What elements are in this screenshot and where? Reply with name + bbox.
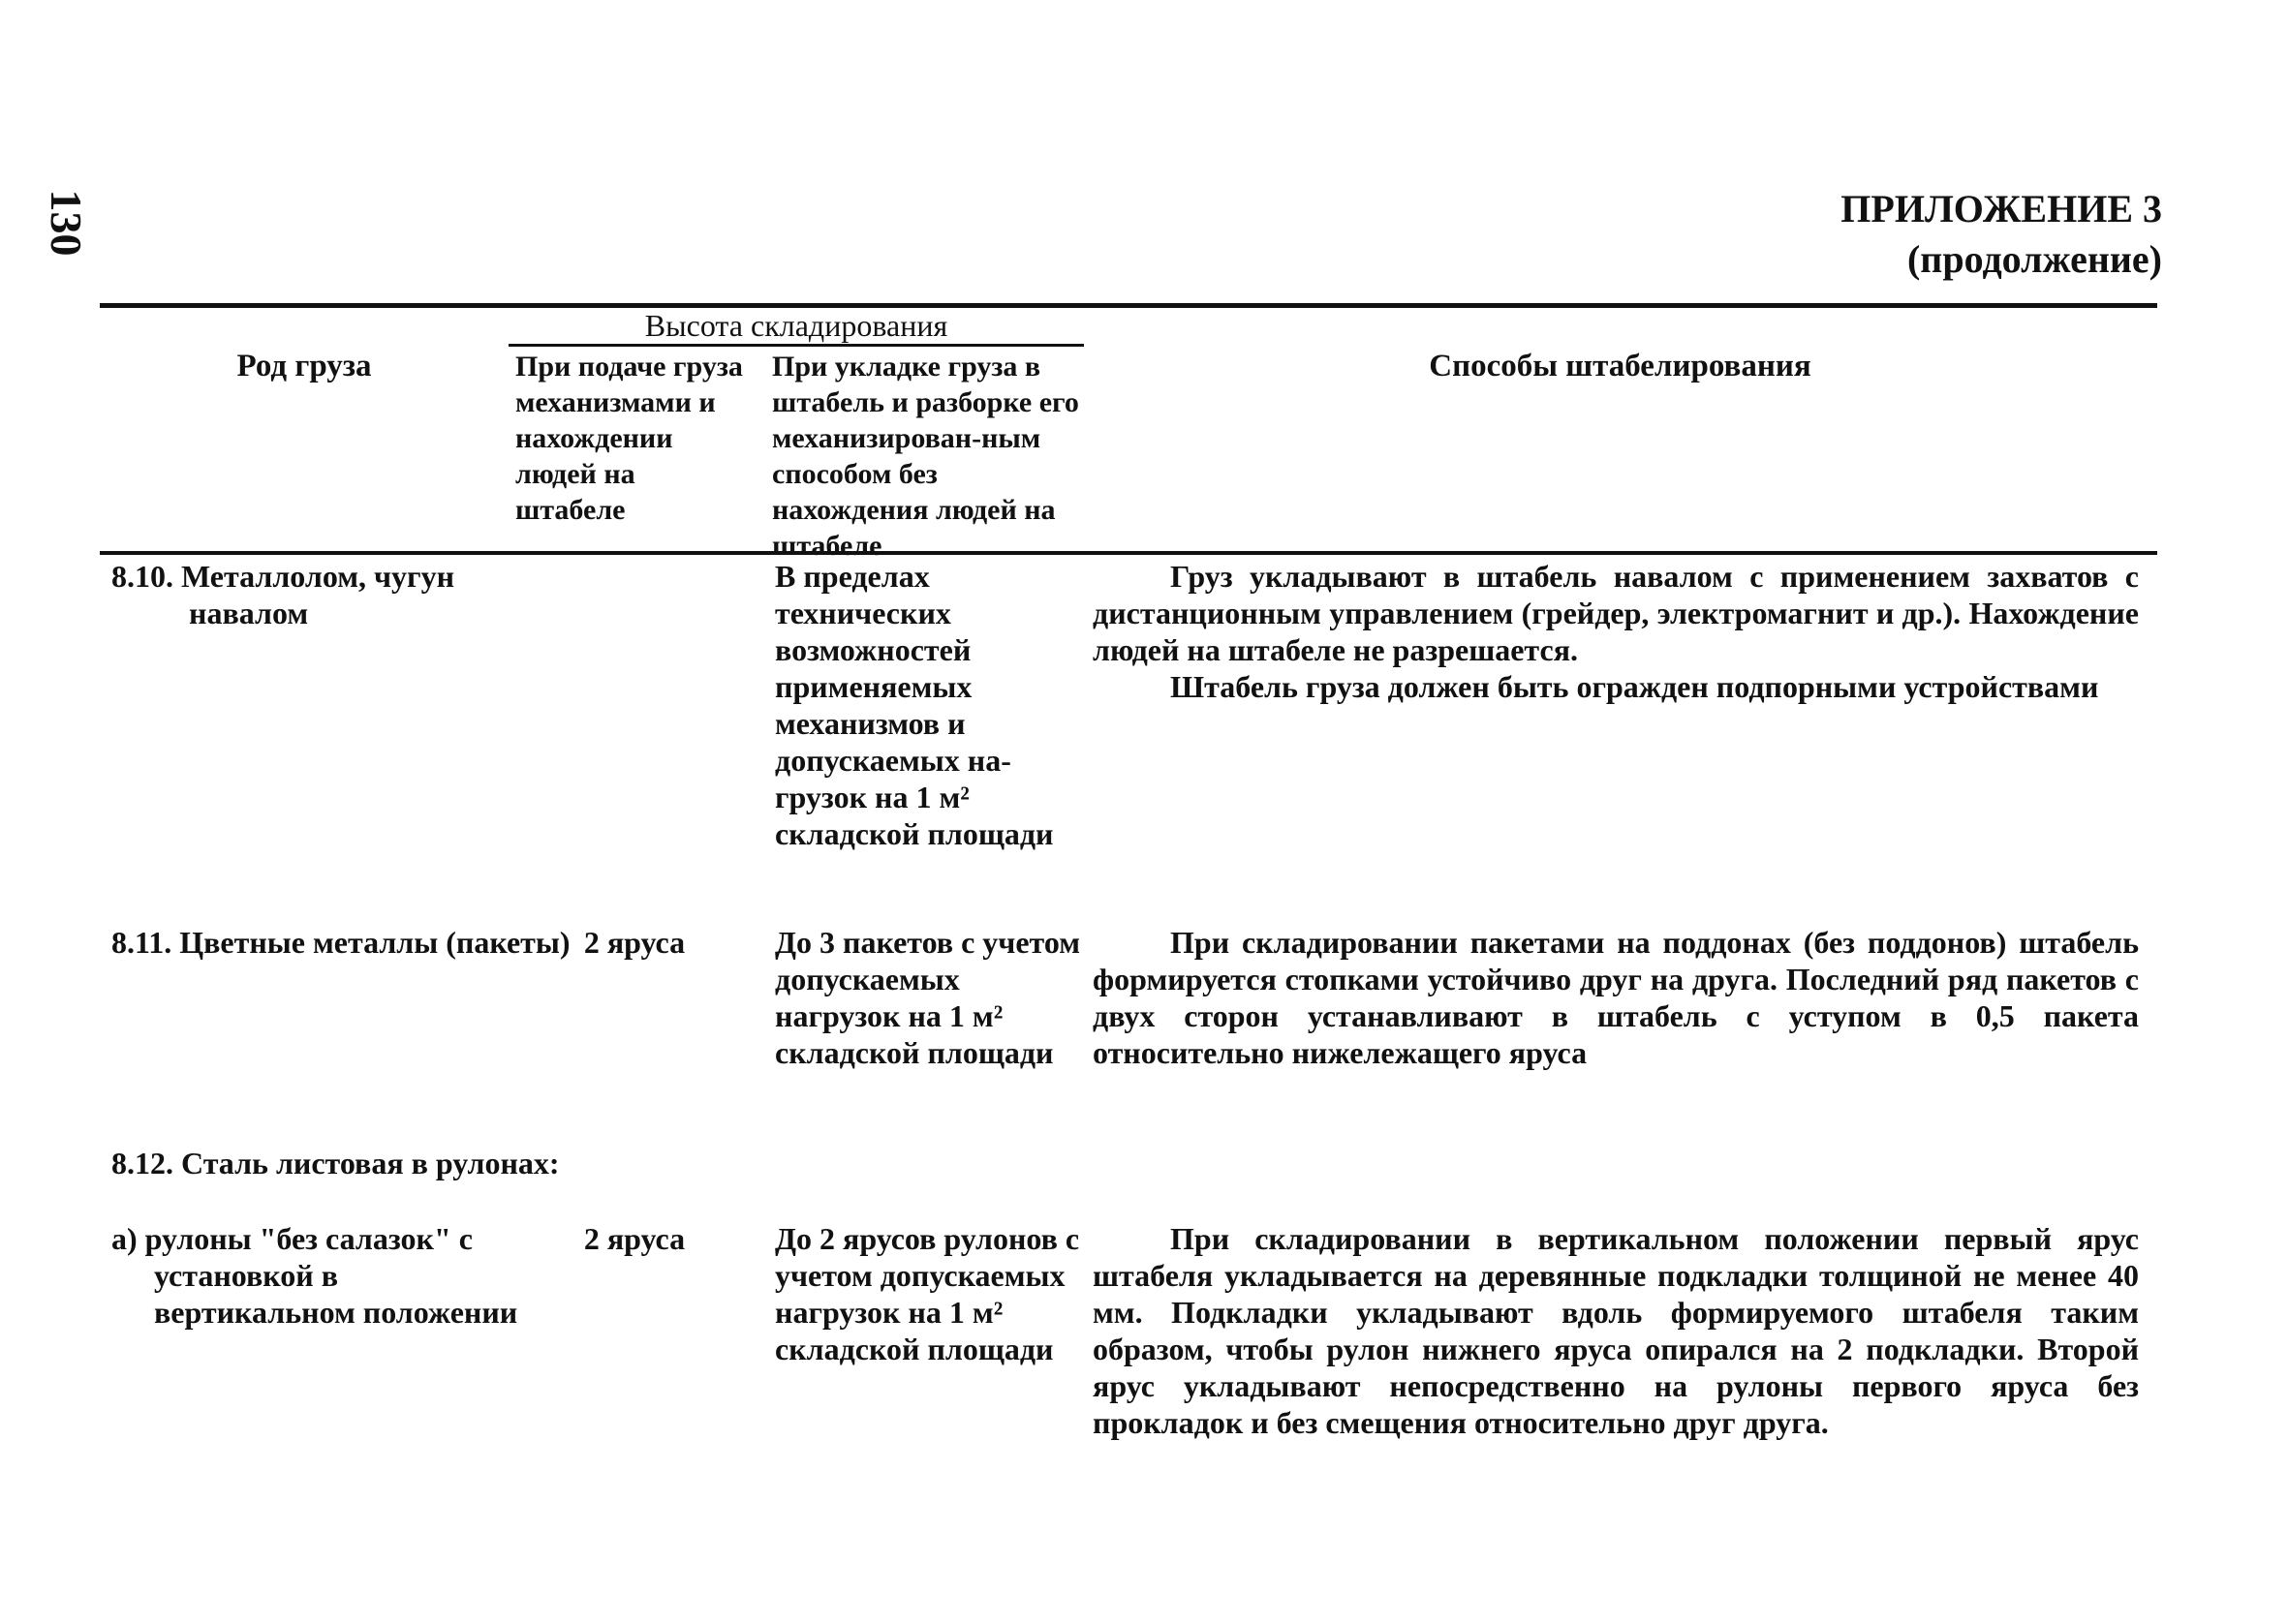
page-number: 130 (42, 189, 91, 257)
row-8-12a-method-p1: При складировании в вертикальном положении первый ярус штабеля укладывается на деревянные подкладки толщиной не менее 40 мм. Подкладки укладывают вдоль формируемого штабеля таким образом, чтобы рулон нижнего яруса опирался на 2 подкладки. Второй ярус укладывают непосредственно на рулоны первого яруса без прокладок и без смещения относительно друг друга. (1093, 1221, 2139, 1440)
row-8-12a-kind: а) рулоны "без салазок" с установкой в вертикальном положении (111, 1221, 518, 1330)
group-header-rule (509, 344, 1084, 347)
header-without-people: При укладке груза в штабель и разборке его механизирован-ным способом без нахождения людей на штабеле (772, 351, 1079, 562)
header-methods: Способы штабелирования (1429, 349, 1811, 383)
row-8-11-without-people: До 3 пакетов с учетом допускаемых нагрузок на 1 м² складской площади (775, 925, 1081, 1070)
header-cargo-kind: Род груза (236, 349, 372, 383)
row-8-12-kind: 8.12. Сталь листовая в рулонах: (111, 1146, 560, 1180)
header-with-people: При подаче груза механизмами и нахождении людей на штабеле (515, 351, 743, 526)
row-8-10-without-people: В пределах технических возможностей применяемых механизмов и допускаемых на-грузок на 1 м² складской площади (775, 559, 1054, 851)
header-bottom-rule (100, 551, 2157, 555)
row-8-10-method-p2: Штабель груза должен быть огражден подпорными устройствами (1170, 669, 2099, 704)
row-8-11-method-p1: При складировании пакетами на поддонах (без поддонов) штабель формируется стопками устойчиво друг на друга. Последний ряд пакетов с двух сторон устанавливают в штабель с уступом в 0,5 пакета относительно нижележащего яруса (1093, 925, 2139, 1070)
row-8-12a-without-people: До 2 ярусов рулонов с учетом допускаемых нагрузок на 1 м² складской площади (775, 1221, 1080, 1366)
header-storage-height: Высота складирования (644, 308, 948, 343)
row-8-11-method (1093, 924, 2139, 1071)
appendix-title: ПРИЛОЖЕНИЕ 3 (1840, 187, 2162, 230)
row-8-11-kind: 8.11. Цветные металлы (пакеты) (111, 925, 571, 960)
appendix-continuation: (продолжение) (1906, 237, 2162, 281)
row-8-11-with-people: 2 яруса (583, 925, 686, 960)
appendix-heading (1840, 184, 2162, 285)
row-8-10-method (1093, 558, 2139, 705)
row-8-10-method-p1: Груз укладывают в штабель навалом с применением захватов с дистанционным управлением (грейдер, электромагнит и др.). Нахождение людей на штабеле не разрешается. (1093, 559, 2139, 667)
row-8-12a-method (1093, 1220, 2139, 1441)
row-8-10-kind: 8.10. Металлолом, чугун навалом (111, 559, 455, 630)
row-8-12a-with-people: 2 яруса (583, 1221, 686, 1256)
table-top-rule (100, 303, 2157, 308)
